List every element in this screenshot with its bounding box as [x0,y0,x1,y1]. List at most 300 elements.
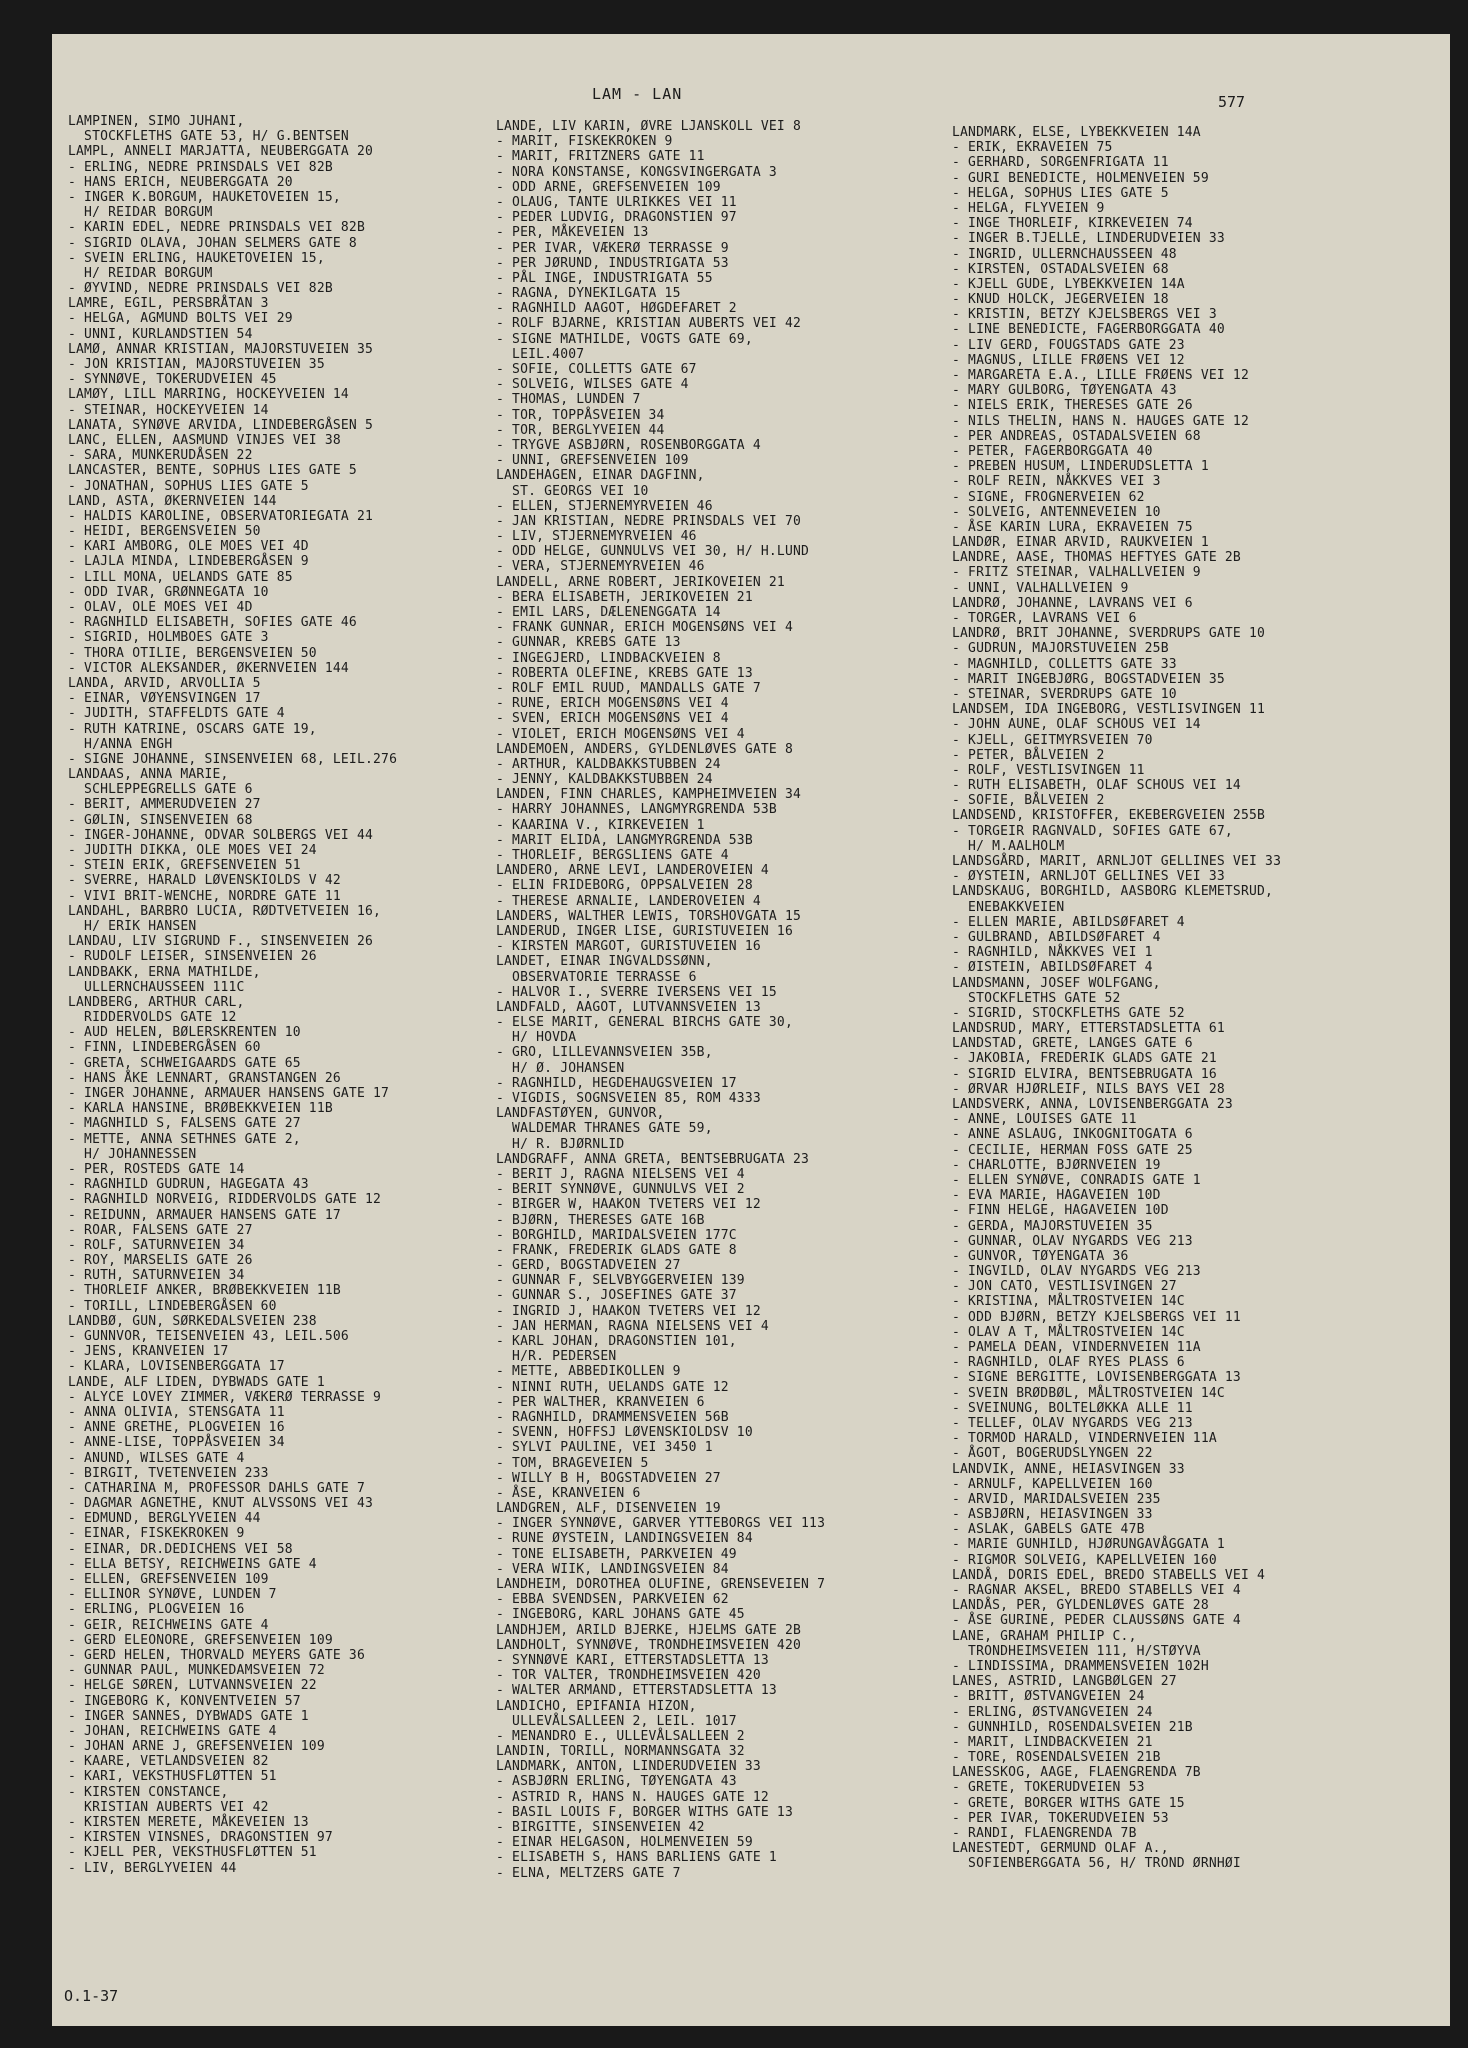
directory-entry-line: - PÅL INGE, INDUSTRIGATA 55 [496,270,713,286]
directory-entry-line: LANDMARK, ELSE, LYBEKKVEIEN 14A [952,125,1201,140]
directory-entry-line: - RAGNHILD, HEGDEHAUGSVEIEN 17 [496,1075,737,1091]
directory-entry-line: - ELLEN SYNØVE, CONRADIS GATE 1 [952,1172,1201,1188]
directory-entry-line: LANDGRAFF, ANNA GRETA, BENTSEBRUGATA 23 [496,1151,810,1167]
directory-entry-line: - EBBA SVENDSEN, PARKVEIEN 62 [496,1592,729,1608]
directory-entry-line: - SVEIN ERLING, HAUKETOVEIEN 15, [68,250,325,266]
directory-entry-line: - INGER SANNES, DYBWADS GATE 1 [68,1708,309,1724]
directory-entry-line: H/ M.AALHOLM [952,838,1065,854]
directory-entry-line: - SIGNE, FROGNERVEIEN 62 [952,489,1145,505]
directory-entry-line: - KIRSTEN VINSNES, DRAGONSTIEN 97 [68,1830,333,1846]
directory-entry-line: - KIRSTEN MARGOT, GURISTUVEIEN 16 [496,939,761,955]
directory-entry-line: - GUNNAR PAUL, MUNKEDAMSVEIEN 72 [68,1663,325,1679]
directory-entry-line: - MAGNUS, LILLE FRØENS VEI 12 [952,352,1185,368]
directory-entry-line: - TELLEF, OLAV NYGARDS VEG 213 [952,1415,1193,1431]
directory-entry-line: - RUTH, SATURNVEIEN 34 [68,1268,245,1284]
directory-entry-line: - METTE, ANNA SETHNES GATE 2, [68,1131,301,1147]
directory-entry-line: - MENANDRO E., ULLEVÅLSALLEEN 2 [496,1728,745,1744]
directory-entry-line: - DAGMAR AGNETHE, KNUT ALVSSONS VEI 43 [68,1496,374,1512]
directory-entry-line: - KNUD HOLCK, JEGERVEIEN 18 [952,292,1169,308]
directory-entry-line: LANDSKAUG, BORGHILD, AASBORG KLEMETSRUD, [952,884,1274,900]
directory-entry-line: - HANS ERICH, NEUBERGGATA 20 [68,174,293,190]
directory-entry-line: - ROLF BJARNE, KRISTIAN AUBERTS VEI 42 [496,316,802,332]
directory-entry-line: SCHLEPPEGRELLS GATE 6 [68,782,253,798]
directory-entry-line: LAND, ASTA, ØKERNVEIEN 144 [68,493,277,509]
page-footer-code: O.1-37 [64,1987,119,2005]
directory-entry-line: LANDVIK, ANNE, HEIASVINGEN 33 [952,1461,1185,1477]
directory-entry-line: - HEIDI, BERGENSVEIEN 50 [68,524,261,540]
directory-entry-line: - ROLF REIN, NÅKKVES VEI 3 [952,474,1161,490]
directory-entry-line: - TOR VALTER, TRONDHEIMSVEIEN 420 [496,1668,761,1684]
directory-entry-line: - UNNI, GREFSENVEIEN 109 [496,453,689,469]
directory-entry-line: - JOHAN, REICHWEINS GATE 4 [68,1723,277,1739]
directory-entry-line: - KIRSTEN MERETE, MÅKEVEIEN 13 [68,1815,309,1830]
directory-entry-line: - RUDOLF LEISER, SINSENVEIEN 26 [68,949,317,965]
directory-entry-line: LANES, ASTRID, LANGBØLGEN 27 [952,1674,1177,1690]
directory-entry-line: - ASBJØRN ERLING, TØYENGATA 43 [496,1774,737,1790]
directory-entry-line: - ARTHUR, KALDBAKKSTUBBEN 24 [496,756,721,772]
directory-entry-line: STOCKFLETHS GATE 52 [952,990,1121,1006]
directory-entry-line: - RAGNAR AKSEL, BREDO STABELLS VEI 4 [952,1583,1241,1598]
directory-entry-line: - ERLING, PLOGVEIEN 16 [68,1602,245,1618]
directory-entry-line: - SOLVEIG, WILSES GATE 4 [496,377,689,393]
directory-entry-line: - RAGNA, DYNEKILGATA 15 [496,286,681,302]
directory-entry-line: - BRITT, ØSTVANGVEIEN 24 [952,1689,1145,1705]
directory-entry-line: - EVA MARIE, HAGAVEIEN 10D [952,1188,1161,1204]
directory-entry-line: - KRISTINA, MÅLTROSTVEIEN 14C [952,1294,1185,1310]
directory-entry-line: - TONE ELISABETH, PARKVEIEN 49 [496,1546,737,1562]
directory-entry-line: - SIGRID, STOCKFLETHS GATE 52 [952,1005,1185,1021]
directory-page [52,34,1450,2026]
directory-entry-line: - VIVI BRIT-WENCHE, NORDRE GATE 11 [68,888,341,904]
directory-entry-line: - GRETA, SCHWEIGAARDS GATE 65 [68,1055,301,1071]
directory-entry-line: LANCASTER, BENTE, SOPHUS LIES GATE 5 [68,463,357,479]
directory-entry-line: - RUTH KATRINE, OSCARS GATE 19, [68,721,317,737]
directory-entry-line: - FRITZ STEINAR, VALHALLVEIEN 9 [952,565,1201,581]
directory-entry-line: - STEIN ERIK, GREFSENVEIEN 51 [68,858,301,874]
directory-entry-line: - RAGNHILD, DRAMMENSVEIEN 56B [496,1409,729,1425]
directory-entry-line: - VIGDIS, SOGNSVEIEN 85, ROM 4333 [496,1091,761,1106]
directory-entry-line: - RIGMOR SOLVEIG, KAPELLVEIEN 160 [952,1552,1217,1568]
directory-entry-line: ST. GEORGS VEI 10 [496,483,649,499]
directory-entry-line: - MARIT, FISKEKROKEN 9 [496,134,673,150]
directory-entry-line: LANDHOLT, SYNNØVE, TRONDHEIMSVEIEN 420 [496,1637,802,1653]
directory-entry-line: - EINAR, DR.DEDICHENS VEI 58 [68,1541,293,1557]
directory-entry-line: - ERLING, NEDRE PRINSDALS VEI 82B [68,159,333,175]
directory-entry-line: - NIELS ERIK, THERESES GATE 26 [952,398,1193,414]
directory-entry-line: - HALVOR I., SVERRE IVERSENS VEI 15 [496,984,777,1000]
directory-entry-line: - PETER, BÅLVEIEN 2 [952,747,1105,763]
directory-entry-line: LANDERS, WALTHER LEWIS, TORSHOVGATA 15 [496,908,802,924]
directory-entry-line: - ODD IVAR, GRØNNEGATA 10 [68,584,269,600]
directory-entry-line: - BORGHILD, MARIDALSVEIEN 177C [496,1227,737,1243]
directory-entry-line: - ERIK, EKRAVEIEN 75 [952,140,1113,156]
directory-entry-line: - ANNA OLIVIA, STENSGATA 11 [68,1404,285,1420]
directory-entry-line: - GRETE, BORGER WITHS GATE 15 [952,1795,1185,1811]
directory-entry-line: - FRANK GUNNAR, ERICH MOGENSØNS VEI 4 [496,620,793,636]
directory-entry-line: LANDGREN, ALF, DISENVEIEN 19 [496,1501,721,1517]
directory-entry-line: - THOMAS, LUNDEN 7 [496,392,641,408]
directory-entry-line: - KJELL, GEITMYRSVEIEN 70 [952,732,1153,748]
directory-entry-line: - PER WALTHER, KRANVEIEN 6 [496,1394,705,1410]
directory-entry-line: - ERLING, ØSTVANGVEIEN 24 [952,1704,1153,1720]
directory-entry-line: H/ Ø. JOHANSEN [496,1060,625,1076]
directory-entry-line: - TORGEIR RAGNVALD, SOFIES GATE 67, [952,823,1233,839]
directory-entry-line: - KARIN EDEL, NEDRE PRINSDALS VEI 82B [68,220,365,236]
directory-entry-line: - GULBRAND, ABILDSØFARET 4 [952,929,1161,945]
directory-entry-line: H/R. PEDERSEN [496,1349,617,1365]
directory-entry-line: - SIGNE BERGITTE, LOVISENBERGGATA 13 [952,1370,1241,1386]
directory-entry-line: - PEDER LUDVIG, DRAGONSTIEN 97 [496,210,737,226]
directory-entry-line: LANDFASTØYEN, GUNVOR, [496,1106,665,1122]
directory-entry-line: - HALDIS KAROLINE, OBSERVATORIEGATA 21 [68,508,374,524]
directory-entry-line: - ROBERTA OLEFINE, KREBS GATE 13 [496,665,753,681]
directory-entry-line: - RAGNHILD NORVEIG, RIDDERVOLDS GATE 12 [68,1192,382,1208]
page-header: LAM - LAN [592,85,683,103]
directory-entry-line: - HELGA, AGMUND BOLTS VEI 29 [68,311,293,327]
directory-entry-line: - GERHARD, SORGENFRIGATA 11 [952,155,1169,171]
page-number: 577 [1218,93,1246,111]
directory-entry-line: - ELLINOR SYNØVE, LUNDEN 7 [68,1587,277,1603]
directory-entry-line: - BASIL LOUIS F, BORGER WITHS GATE 13 [496,1804,793,1820]
directory-entry-line: - KRISTIN, BETZY KJELSBERGS VEI 3 [952,307,1217,323]
directory-entry-line: - BIRGER W, HAAKON TVETERS VEI 12 [496,1197,761,1213]
directory-entry-line: LANDERUD, INGER LISE, GURISTUVEIEN 16 [496,923,793,939]
directory-entry-line: - NINNI RUTH, UELANDS GATE 12 [496,1379,729,1395]
directory-entry-line: LANDAU, LIV SIGRUND F., SINSENVEIEN 26 [68,934,374,950]
directory-entry-line: LANATA, SYNØVE ARVIDA, LINDEBERGÅSEN 5 [68,417,374,433]
directory-entry-line: LANDBAKK, ERNA MATHILDE, [68,964,261,980]
directory-entry-line: LANDFALD, AAGOT, LUTVANNSVEIEN 13 [496,999,761,1015]
directory-entry-line: SOFIENBERGGATA 56, H/ TROND ØRNHØI [952,1856,1241,1872]
directory-entry-line: - ØRVAR HJØRLEIF, NILS BAYS VEI 28 [952,1081,1225,1097]
directory-entry-line: - JONATHAN, SOPHUS LIES GATE 5 [68,478,309,494]
directory-entry-line: - REIDUNN, ARMAUER HANSENS GATE 17 [68,1207,341,1223]
directory-entry-line: - ROY, MARSELIS GATE 26 [68,1253,253,1269]
directory-entry-line: - TOR, BERGLYVEIEN 44 [496,422,665,438]
directory-entry-line: - TOR, TOPPÅSVEIEN 34 [496,407,665,423]
directory-column-1 [68,114,488,1876]
directory-entry-line: - KJELL PER, VEKSTHUSFLØTTEN 51 [68,1845,317,1861]
directory-entry-line: - RUNE, ERICH MOGENSØNS VEI 4 [496,696,729,712]
directory-entry-line: LANDIN, TORILL, NORMANNSGATA 32 [496,1744,745,1760]
directory-entry-line: LANESTEDT, GERMUND OLAF A., [952,1841,1169,1857]
directory-entry-line: - GEIR, REICHWEINS GATE 4 [68,1617,269,1633]
directory-entry-line: - TRYGVE ASBJØRN, ROSENBORGGATA 4 [496,437,761,453]
directory-entry-line: - JAN HERMAN, RAGNA NIELSENS VEI 4 [496,1318,769,1334]
directory-entry-line: LANE, GRAHAM PHILIP C., [952,1628,1137,1644]
directory-entry-line: - BJØRN, THERESES GATE 16B [496,1212,705,1228]
directory-entry-line: - KARI, VEKSTHUSFLØTTEN 51 [68,1769,277,1785]
directory-entry-line: - KARLA HANSINE, BRØBEKKVEIEN 11B [68,1101,333,1117]
directory-entry-line: - BERIT SYNNØVE, GUNNULVS VEI 2 [496,1182,745,1198]
directory-entry-line: LAMPL, ANNELI MARJATTA, NEUBERGGATA 20 [68,144,374,160]
directory-entry-line: LANDSEM, IDA INGEBORG, VESTLISVINGEN 11 [952,702,1266,718]
directory-entry-line: - CATHARINA M, PROFESSOR DAHLS GATE 7 [68,1480,365,1496]
directory-entry-line: H/ REIDAR BORGUM [68,205,213,221]
directory-entry-line: - KARL JOHAN, DRAGONSTIEN 101, [496,1334,737,1349]
directory-entry-line: - ÅGOT, BOGERUDSLYNGEN 22 [952,1446,1153,1462]
directory-entry-line: - THORA OTILIE, BERGENSVEIEN 50 [68,645,317,661]
directory-entry-line: - WALTER ARMAND, ETTERSTADSLETTA 13 [496,1683,777,1699]
directory-entry-line: - FINN, LINDEBERGÅSEN 60 [68,1040,261,1056]
directory-entry-line: LANDSEND, KRISTOFFER, EKEBERGVEIEN 255B [952,808,1266,824]
directory-entry-line: - ÅSE GURINE, PEDER CLAUSSØNS GATE 4 [952,1613,1241,1629]
directory-entry-line: - MARGARETA E.A., LILLE FRØENS VEI 12 [952,368,1249,383]
directory-entry-line: - KAARE, VETLANDSVEIEN 82 [68,1754,269,1770]
directory-entry-line: LANDMARK, ANTON, LINDERUDVEIEN 33 [496,1759,761,1775]
directory-entry-line: STOCKFLETHS GATE 53, H/ G.BENTSEN [68,129,349,145]
directory-entry-line: - CECILIE, HERMAN FOSS GATE 25 [952,1142,1193,1158]
directory-entry-line: - SIGRID OLAVA, JOHAN SELMERS GATE 8 [68,235,357,251]
directory-entry-line: - KIRSTEN CONSTANCE, [68,1784,229,1800]
directory-entry-line: - LINDISSIMA, DRAMMENSVEIEN 102H [952,1658,1209,1674]
directory-entry-line: - RAGNHILD, OLAF RYES PLASS 6 [952,1355,1185,1371]
directory-entry-line: - MARIT, LINDBACKVEIEN 21 [952,1734,1153,1750]
directory-entry-line: - ÅSE, KRANVEIEN 6 [496,1485,641,1501]
directory-entry-line: - SVERRE, HARALD LØVENSKIOLDS V 42 [68,873,341,889]
directory-entry-line: - INGRID, ULLERNCHAUSSEEN 48 [952,246,1177,262]
directory-entry-line: - EMIL LARS, DÆLENENGGATA 14 [496,605,721,620]
directory-entry-line: - GERDA, MAJORSTUVEIEN 35 [952,1218,1153,1234]
directory-entry-line: - EINAR, VØYENSVINGEN 17 [68,691,261,707]
directory-entry-line: - SIGRID ELVIRA, BENTSEBRUGATA 16 [952,1066,1217,1082]
directory-entry-line: - GRO, LILLEVANNSVEIEN 35B, [496,1045,713,1061]
directory-entry-line: - EDMUND, BERGLYVEIEN 44 [68,1511,261,1527]
directory-entry-line: - INGEBORG, KARL JOHANS GATE 45 [496,1607,745,1623]
directory-entry-line: LANDÅ, DORIS EDEL, BREDO STABELLS VEI 4 [952,1567,1266,1583]
directory-entry-line: - INGER K.BORGUM, HAUKETOVEIEN 15, [68,189,341,205]
directory-entry-line: - ODD ARNE, GREFSENVEIEN 109 [496,179,721,195]
directory-entry-line: - UNNI, KURLANDSTIEN 54 [68,326,253,342]
directory-entry-line: - FINN HELGE, HAGAVEIEN 10D [952,1203,1169,1219]
directory-entry-line: - NILS THELIN, HANS N. HAUGES GATE 12 [952,413,1249,429]
directory-entry-line: - KJELL GUDE, LYBEKKVEIEN 14A [952,276,1185,292]
directory-entry-line: LANDRE, AASE, THOMAS HEFTYES GATE 2B [952,550,1241,566]
directory-entry-line: - ØYSTEIN, ARNLJOT GELLINES VEI 33 [952,869,1225,885]
directory-entry-line: - BERIT, AMMERUDVEIEN 27 [68,797,261,813]
directory-entry-line: - OLAUG, TANTE ULRIKKES VEI 11 [496,194,737,210]
directory-entry-line: - ANNE ASLAUG, INKOGNITOGATA 6 [952,1127,1193,1143]
directory-entry-line: - GERD HELEN, THORVALD MEYERS GATE 36 [68,1647,365,1663]
directory-entry-line: - GUNNHILD, ROSENDALSVEIEN 21B [952,1719,1193,1735]
directory-entry-line: H/ JOHANNESSEN [68,1146,197,1162]
directory-entry-line: - JON KRISTIAN, MAJORSTUVEIEN 35 [68,357,325,372]
directory-entry-line: H/ANNA ENGH [68,736,173,752]
directory-entry-line: - HELGA, SOPHUS LIES GATE 5 [952,185,1169,201]
directory-entry-line: - BIRGIT, TVETENVEIEN 233 [68,1465,269,1481]
directory-entry-line: - TORILL, LINDEBERGÅSEN 60 [68,1298,277,1314]
directory-entry-line: LANDEHAGEN, EINAR DAGFINN, [496,468,705,484]
directory-entry-line: - GUNNAR, OLAV NYGARDS VEG 213 [952,1233,1193,1249]
directory-entry-line: LANDBERG, ARTHUR CARL, [68,994,245,1010]
directory-entry-line: - GUDRUN, MAJORSTUVEIEN 25B [952,641,1169,657]
directory-entry-line: - ØYVIND, NEDRE PRINSDALS VEI 82B [68,281,333,297]
directory-column-2 [496,119,956,1881]
directory-entry-line: - ELLEN, GREFSENVEIEN 109 [68,1572,269,1587]
directory-entry-line: - TOM, BRAGEVEIEN 5 [496,1455,649,1471]
directory-entry-line: - ØISTEIN, ABILDSØFARET 4 [952,960,1153,976]
directory-entry-line: - PER ANDREAS, OSTADALSVEIEN 68 [952,428,1201,444]
directory-entry-line: - EINAR, FISKEKROKEN 9 [68,1526,245,1542]
directory-entry-line: ULLERNCHAUSSEEN 111C [68,979,245,995]
directory-entry-line: - ANNE GRETHE, PLOGVEIEN 16 [68,1420,285,1436]
directory-entry-line: - SVEN, ERICH MOGENSØNS VEI 4 [496,711,729,727]
directory-entry-line: - ALYCE LOVEY ZIMMER, VÆKERØ TERRASSE 9 [68,1389,382,1405]
directory-entry-line: LANDØR, EINAR ARVID, RAUKVEIEN 1 [952,535,1209,551]
directory-entry-line: - GURI BENEDICTE, HOLMENVEIEN 59 [952,170,1209,186]
directory-entry-line: - WILLY B H, BOGSTADVEIEN 27 [496,1470,721,1486]
directory-entry-line: - PER, MÅKEVEIEN 13 [496,225,649,241]
directory-entry-line: - UNNI, VALHALLVEIEN 9 [952,580,1129,596]
directory-entry-line: - KARI AMBORG, OLE MOES VEI 4D [68,539,309,555]
directory-entry-line: - NORA KONSTANSE, KONGSVINGERGATA 3 [496,164,777,180]
directory-entry-line: LANDERO, ARNE LEVI, LANDEROVEIEN 4 [496,863,769,879]
directory-entry-line: - HELGE SØREN, LUTVANNSVEIEN 22 [68,1678,317,1694]
directory-entry-line: LANDICHO, EPIFANIA HIZON, [496,1698,697,1714]
directory-entry-line: - HANS ÅKE LENNART, GRANSTANGEN 26 [68,1070,341,1086]
directory-entry-line: - LIV GERD, FOUGSTADS GATE 23 [952,337,1185,353]
directory-entry-line: - SIGRID, HOLMBOES GATE 3 [68,630,269,646]
directory-entry-line: - JUDITH DIKKA, OLE MOES VEI 24 [68,843,317,858]
directory-entry-line: - MAGNHILD, COLLETTS GATE 33 [952,656,1177,672]
directory-entry-line: LANDSVERK, ANNA, LOVISENBERGGATA 23 [952,1097,1233,1112]
directory-entry-line: - JOHN AUNE, OLAF SCHOUS VEI 14 [952,717,1201,733]
directory-entry-line: - ANUND, WILSES GATE 4 [68,1450,245,1466]
directory-entry-line: - INGER JOHANNE, ARMAUER HANSENS GATE 17 [68,1086,390,1101]
directory-entry-line: - GERD, BOGSTADVEIEN 27 [496,1258,681,1274]
directory-entry-line: - JAKOBIA, FREDERIK GLADS GATE 21 [952,1051,1217,1067]
directory-entry-line: - AUD HELEN, BØLERSKRENTEN 10 [68,1025,301,1041]
directory-entry-line: - ANNE, LOUISES GATE 11 [952,1112,1137,1128]
directory-entry-line: - SOFIE, COLLETTS GATE 67 [496,362,697,377]
directory-entry-line: - LIV, STJERNEMYRVEIEN 46 [496,529,697,545]
directory-entry-line: - MARY GULBORG, TØYENGATA 43 [952,383,1177,399]
directory-entry-line: LEIL.4007 [496,346,585,362]
directory-entry-line: - HELGA, FLYVEIEN 9 [952,200,1105,216]
directory-entry-line: LANDSRUD, MARY, ETTERSTADSLETTA 61 [952,1021,1225,1037]
directory-entry-line: - GUNNAR S., JOSEFINES GATE 37 [496,1288,737,1304]
directory-entry-line: - INGER SYNNØVE, GARVER YTTEBORGS VEI 113 [496,1516,826,1532]
directory-entry-line: KRISTIAN AUBERTS VEI 42 [68,1799,269,1815]
directory-entry-line: - TORMOD HARALD, VINDERNVEIEN 11A [952,1431,1217,1447]
directory-entry-line: - VIOLET, ERICH MOGENSØNS VEI 4 [496,726,745,742]
directory-entry-line: - INGER-JOHANNE, ODVAR SOLBERGS VEI 44 [68,827,374,843]
directory-entry-line: - ROLF, SATURNVEIEN 34 [68,1237,245,1253]
directory-entry-line: - ARVID, MARIDALSVEIEN 235 [952,1491,1161,1507]
directory-entry-line: - LINE BENEDICTE, FAGERBORGGATA 40 [952,322,1225,338]
directory-entry-line: - INGRID J, HAAKON TVETERS VEI 12 [496,1303,761,1319]
directory-entry-line: - PREBEN HUSUM, LINDERUDSLETTA 1 [952,459,1209,475]
directory-entry-line: LAMPINEN, SIMO JUHANI, [68,114,245,129]
directory-column-3 [952,125,1392,1872]
directory-entry-line: - ASBJØRN, HEIASVINGEN 33 [952,1507,1153,1523]
directory-entry-line: - STEINAR, SVERDRUPS GATE 10 [952,686,1177,702]
directory-entry-line: LANDSGÅRD, MARIT, ARNLJOT GELLINES VEI 33 [952,854,1282,869]
directory-entry-line: - SVEINUNG, BOLTELØKKA ALLE 11 [952,1400,1193,1416]
directory-entry-line: - SYLVI PAULINE, VEI 3450 1 [496,1440,713,1456]
directory-entry-line: LANDELL, ARNE ROBERT, JERIKOVEIEN 21 [496,574,785,590]
directory-entry-line: - RUTH ELISABETH, OLAF SCHOUS VEI 14 [952,778,1241,794]
directory-entry-line: LANDET, EINAR INGVALDSSØNN, [496,954,713,970]
directory-entry-line: - GERD ELEONORE, GREFSENVEIEN 109 [68,1632,333,1648]
directory-entry-line: - ELISABETH S, HANS BARLIENS GATE 1 [496,1850,777,1866]
directory-entry-line: - GUNNVOR, TEISENVEIEN 43, LEIL.506 [68,1329,349,1344]
directory-entry-line: - MARIT INGEBJØRG, BOGSTADVEIEN 35 [952,671,1225,687]
directory-entry-line: WALDEMAR THRANES GATE 59, [496,1121,713,1137]
directory-entry-line: - PER IVAR, TOKERUDVEIEN 53 [952,1810,1169,1826]
directory-entry-line: - LILL MONA, UELANDS GATE 85 [68,569,293,585]
directory-entry-line: - JON CATO, VESTLISVINGEN 27 [952,1279,1177,1295]
directory-entry-line: LANDE, ALF LIDEN, DYBWADS GATE 1 [68,1374,325,1390]
directory-entry-line: - PER IVAR, VÆKERØ TERRASSE 9 [496,240,729,256]
directory-entry-line: - RAGNHILD, NÅKKVES VEI 1 [952,945,1153,961]
directory-entry-line: - ELLEN MARIE, ABILDSØFARET 4 [952,914,1185,930]
directory-entry-line: OBSERVATORIE TERRASSE 6 [496,969,697,985]
directory-entry-line: - INGEGJERD, LINDBACKVEIEN 8 [496,650,721,666]
directory-entry-line: - MAGNHILD S, FALSENS GATE 27 [68,1116,301,1132]
directory-entry-line: - JOHAN ARNE J, GREFSENVEIEN 109 [68,1739,325,1755]
directory-entry-line: - ELNA, MELTZERS GATE 7 [496,1865,681,1881]
directory-entry-line: LANDSMANN, JOSEF WOLFGANG, [952,975,1161,991]
directory-entry-line: LANDRØ, BRIT JOHANNE, SVERDRUPS GATE 10 [952,626,1266,642]
directory-entry-line: LAMØ, ANNAR KRISTIAN, MAJORSTUVEIEN 35 [68,341,374,357]
directory-entry-line: - RANDI, FLAENGRENDA 7B [952,1826,1137,1841]
directory-entry-line: - ÅSE KARIN LURA, EKRAVEIEN 75 [952,519,1193,535]
directory-entry-line: - INGVILD, OLAV NYGARDS VEG 213 [952,1264,1201,1280]
directory-entry-line: - SIGNE JOHANNE, SINSENVEIEN 68, LEIL.276 [68,751,398,767]
directory-entry-line: - THORLEIF ANKER, BRØBEKKVEIEN 11B [68,1283,341,1299]
directory-entry-line: - GUNNAR F, SELVBYGGERVEIEN 139 [496,1273,745,1289]
directory-entry-line: - LAJLA MINDA, LINDEBERGÅSEN 9 [68,554,309,570]
directory-entry-line: - ODD HELGE, GUNNULVS VEI 30, H/ H.LUND [496,544,810,560]
directory-entry-line: - MARIE GUNHILD, HJØRUNGAVÅGGATA 1 [952,1537,1225,1553]
directory-entry-line: - STEINAR, HOCKEYVEIEN 14 [68,402,269,418]
directory-entry-line: - GUNVOR, TØYENGATA 36 [952,1248,1129,1264]
directory-entry-line: TRONDHEIMSVEIEN 111, H/STØYVA [952,1643,1201,1659]
directory-entry-line: - INGE THORLEIF, KIRKEVEIEN 74 [952,216,1193,232]
directory-entry-line: - PER JØRUND, INDUSTRIGATA 53 [496,255,729,271]
directory-entry-line: RIDDERVOLDS GATE 12 [68,1010,237,1026]
directory-entry-line: H/ HOVDA [496,1030,577,1046]
directory-entry-line: LAMRE, EGIL, PERSBRÅTAN 3 [68,296,269,312]
directory-entry-line: H/ ERIK HANSEN [68,918,197,934]
directory-entry-line: - SIGNE MATHILDE, VOGTS GATE 69, [496,331,753,347]
directory-entry-line: - ELLEN, STJERNEMYRVEIEN 46 [496,498,713,514]
directory-entry-line: - KLARA, LOVISENBERGGATA 17 [68,1359,285,1375]
directory-entry-line: LANDBØ, GUN, SØRKEDALSVEIEN 238 [68,1313,317,1329]
directory-entry-line: - BERIT J, RAGNA NIELSENS VEI 4 [496,1166,745,1182]
directory-entry-line: - PAMELA DEAN, VINDERNVEIEN 11A [952,1340,1201,1355]
directory-entry-line: - SVENN, HOFFSJ LØVENSKIOLDSV 10 [496,1425,753,1441]
directory-entry-line: - PER, ROSTEDS GATE 14 [68,1161,245,1177]
directory-entry-line: - ROLF, VESTLISVINGEN 11 [952,762,1145,778]
directory-entry-line: - OLAV A T, MÅLTROSTVEIEN 14C [952,1324,1185,1340]
directory-entry-line: - VERA, STJERNEMYRVEIEN 46 [496,559,705,575]
directory-entry-line: - JAN KRISTIAN, NEDRE PRINSDALS VEI 70 [496,513,802,529]
directory-entry-line: - TORGER, LAVRANS VEI 6 [952,611,1137,626]
directory-entry-line: - SVEIN BRØDBØL, MÅLTROSTVEIEN 14C [952,1385,1225,1401]
directory-entry-line: - ROLF EMIL RUUD, MANDALLS GATE 7 [496,680,761,696]
directory-entry-line: LANDAHL, BARBRO LUCIA, RØDTVETVEIEN 16, [68,903,382,919]
directory-entry-line: - METTE, ABBEDIKOLLEN 9 [496,1364,681,1380]
directory-entry-line: LANDÅS, PER, GYLDENLØVES GATE 28 [952,1598,1209,1614]
directory-entry-line: LANDHEIM, DOROTHEA OLUFINE, GRENSEVEIEN 7 [496,1577,826,1592]
directory-entry-line: - ELLA BETSY, REICHWEINS GATE 4 [68,1556,317,1572]
directory-entry-line: - ELSE MARIT, GENERAL BIRCHS GATE 30, [496,1015,793,1031]
directory-entry-line: - SOLVEIG, ANTENNEVEIEN 10 [952,504,1161,520]
directory-entry-line: - OLAV, OLE MOES VEI 4D [68,600,253,615]
directory-entry-line: - RUNE ØYSTEIN, LANDINGSVEIEN 84 [496,1531,753,1547]
